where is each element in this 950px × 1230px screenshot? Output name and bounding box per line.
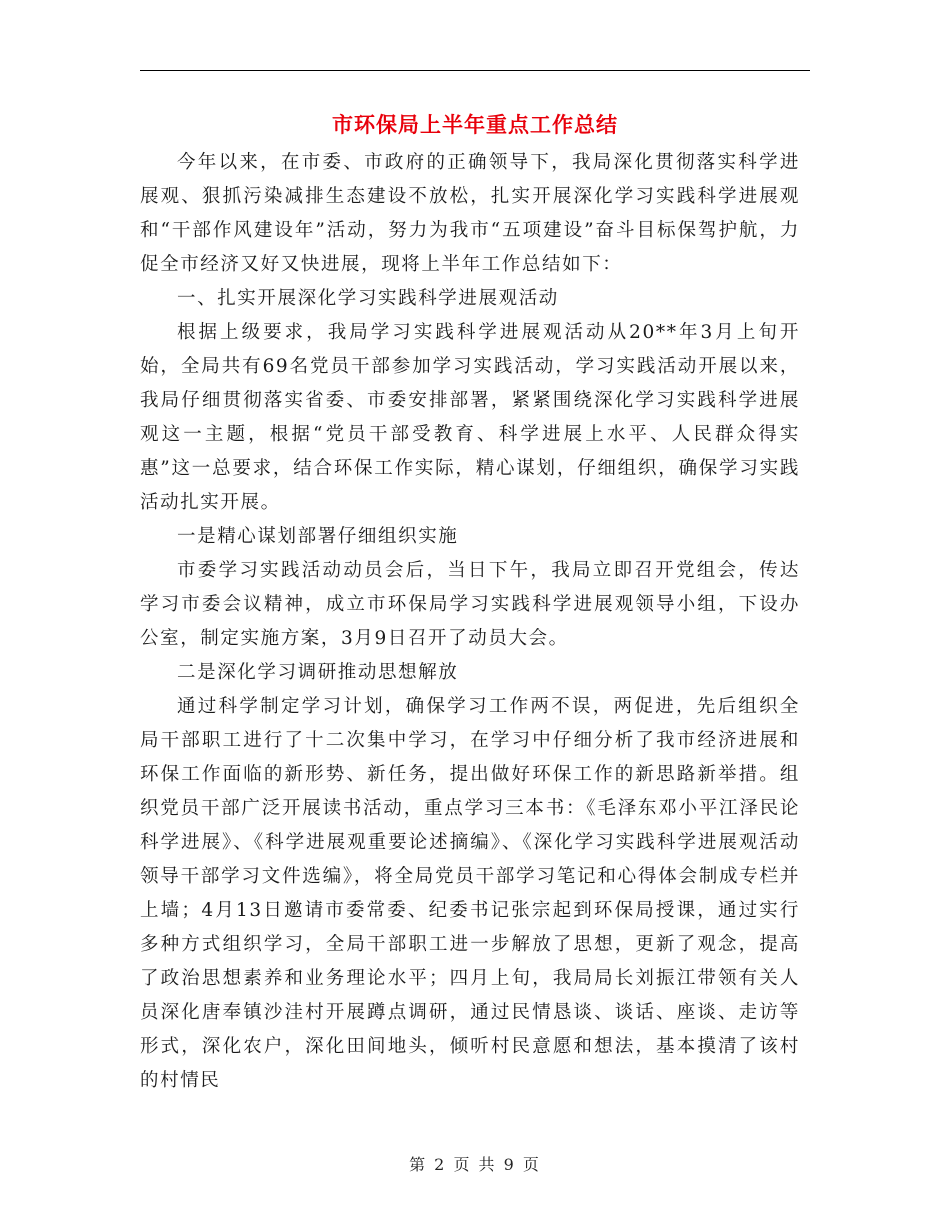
- footer-middle: 页 共: [453, 1155, 497, 1174]
- paragraph-subsection-1: 市委学习实践活动动员会后，当日下午，我局立即召开党组会，传达学习市委会议精神，成立市环保局学习实践科学进展观领导小组，下设办公室，制定实施方案，3月9日召开了动员大会。: [140, 560, 800, 649]
- document-body: [140, 146, 800, 1098]
- footer-prefix: 第: [409, 1155, 428, 1174]
- subheading-1: 一是精心谋划部署仔细组织实施: [177, 526, 459, 547]
- total-page-count: 9: [503, 1155, 516, 1174]
- subheading-2: 二是深化学习调研推动思想解放: [177, 662, 459, 683]
- paragraph-subsection-2: 通过科学制定学习计划，确保学习工作两不误，两促进，先后组织全局干部职工进行了十二次集中学习，在学习中仔细分析了我市经济进展和环保工作面临的新形势、新任务，提出做好环保工作的新思路新举措。组织党员干部广泛开展读书活动，重点学习三本书：《毛泽东邓小平江泽民论科学进展》、《科学进展观重要论述摘编》、《深化学习实践科学进展观活动领导干部学习文件选编》，将全局党员干部学习笔记和心得体会制成专栏并上墙；4月13日邀请市委常委、纪委书记张宗起到环保局授课，通过实行多种方式组织学习，全局干部职工进一步解放了思想，更新了观念，提高了政治思想素养和业务理论水平；四月上旬，我局局长刘振江带领有关人员深化唐奉镇沙洼村开展蹲点调研，通过民情恳谈、谈话、座谈、走访等形式，深化农户，深化田间地头，倾听村民意愿和想法，基本摸清了该村的村情民: [140, 696, 800, 1091]
- paragraph-section-1: 根据上级要求，我局学习实践科学进展观活动从20**年3月上旬开始，全局共有69名党员干部参加学习实践活动，学习实践活动开展以来，我局仔细贯彻落实省委、市委安排部署，紧紧围绕深化学习实践科学进展观这一主题，根据“党员干部受教育、科学进展上水平、人民群众得实惠”这一总要求，结合环保工作实际，精心谋划，仔细组织，确保学习实践活动扎实开展。: [140, 322, 800, 513]
- current-page-number: 2: [434, 1155, 447, 1174]
- section-heading-1: 一、扎实开展深化学习实践科学进展观活动: [177, 288, 559, 309]
- footer-suffix: 页: [522, 1155, 541, 1174]
- page-footer: [0, 1152, 950, 1175]
- paragraph-intro: 今年以来，在市委、市政府的正确领导下，我局深化贯彻落实科学进展观、狠抓污染减排生态建设不放松，扎实开展深化学习实践科学进展观和“干部作风建设年”活动，努力为我市“五项建设”奋斗目标保驾护航，力促全市经济又好又快进展，现将上半年工作总结如下：: [140, 152, 800, 275]
- header-rule: [140, 70, 810, 71]
- document-title: 市环保局上半年重点工作总结: [332, 113, 618, 137]
